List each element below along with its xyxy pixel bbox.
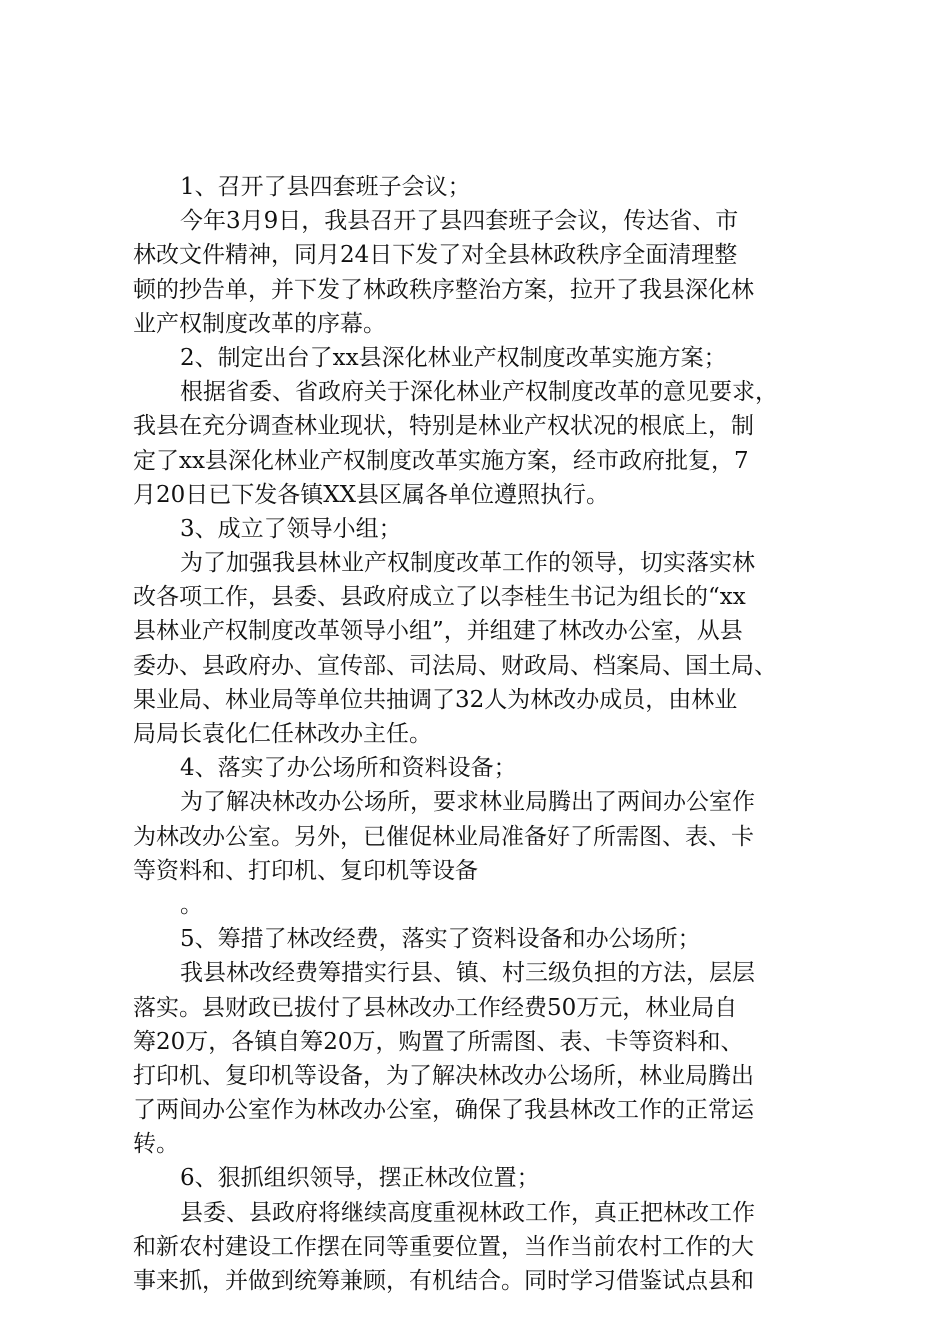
text-line: 局局长袁化仁任林改办主任。 (133, 721, 432, 747)
document-body (133, 170, 833, 1298)
text-line: 县林业产权制度改革领导小组”，并组建了林改办公室，从县 (133, 618, 743, 645)
text-line: 2、制定出台了xx县深化林业产权制度改革实施方案； (180, 344, 727, 371)
text-line: 4、落实了办公场所和资料设备； (180, 755, 517, 782)
text-line: 落实。县财政已拔付了县林改办工作经费50万元，林业局自 (133, 994, 738, 1021)
text-line: 定了xx县深化林业产权制度改革实施方案，经市政府批复，7 (133, 447, 749, 474)
text-line: 1、召开了县四套班子会议； (180, 174, 471, 200)
text-line: 我县在充分调查林业现状，特别是林业产权状况的根底上，制 (133, 413, 754, 440)
text-line: 业产权制度改革的序幕。 (133, 310, 386, 337)
text-line: 为林改办公室。另外，已催促林业局准备好了所需图、表、卡 (133, 823, 754, 850)
text-line: 等资料和、打印机、复印机等设备 (133, 857, 478, 884)
text-line: 。 (180, 891, 203, 918)
text-line: 和新农村建设工作摆在同等重要位置，当作当前农村工作的大 (133, 1233, 754, 1260)
text-line: 3、成立了领导小组； (180, 515, 402, 542)
text-line: 我县林改经费筹措实行县、镇、村三级负担的方法，层层 (180, 960, 755, 987)
text-line: 为了解决林改办公场所，要求林业局腾出了两间办公室作 (180, 789, 755, 816)
text-line: 县委、县政府将继续高度重视林政工作，真正把林改工作 (180, 1199, 755, 1226)
text-line: 为了加强我县林业产权制度改革工作的领导，切实落实林 (180, 550, 755, 577)
text-line: 转。 (133, 1131, 179, 1158)
text-line: 月20日已下发各镇XX县区属各单位遵照执行。 (133, 481, 610, 508)
text-line: 顿的抄告单，并下发了林政秩序整治方案，拉开了我县深化林 (133, 276, 754, 303)
text-line: 事来抓，并做到统筹兼顾，有机结合。同时学习借鉴试点县和 (133, 1268, 754, 1294)
text-line: 了两间办公室作为林改办公室，确保了我县林改工作的正常运 (133, 1097, 754, 1124)
text-line: 改各项工作，县委、县政府成立了以李桂生书记为组长的“xx (133, 584, 746, 611)
text-line: 林改文件精神，同月24日下发了对全县林政秩序全面清理整 (133, 242, 738, 269)
text-line: 根据省委、省政府关于深化林业产权制度改革的意见要求， (180, 379, 778, 406)
text-line: 5、筹措了林改经费，落实了资料设备和办公场所； (180, 926, 701, 953)
text-line: 筹20万，各镇自筹20万，购置了所需图、表、卡等资料和、 (133, 1028, 744, 1055)
text-line: 果业局、林业局等单位共抽调了32人为林改办成员，由林业 (133, 686, 738, 713)
text-line: 委办、县政府办、宣传部、司法局、财政局、档案局、国土局、 (133, 652, 777, 679)
text-line: 今年3月9日，我县召开了县四套班子会议，传达省、市 (180, 208, 739, 235)
text-line: 打印机、复印机等设备，为了解决林改办公场所，林业局腾出 (133, 1062, 754, 1089)
text-line: 6、狠抓组织领导，摆正林改位置； (180, 1165, 540, 1192)
